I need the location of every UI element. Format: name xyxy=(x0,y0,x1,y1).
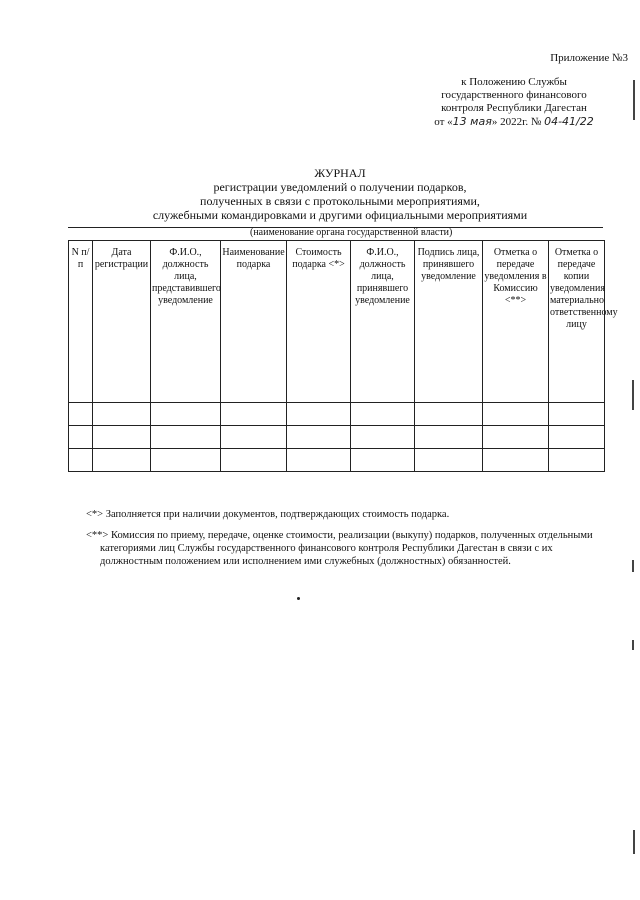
footnote-2-line-1: <**> Комиссия по приему, передаче, оценке стоимости, реализации (выкупу) подарков, полученных отдельными xyxy=(86,530,593,541)
table-cell xyxy=(351,449,415,472)
column-header: Отметка о передаче копии уведомления материально ответственному лицу xyxy=(549,241,605,403)
table-cell xyxy=(151,449,221,472)
title-line-3: служебными командировками и другими официальными мероприятиями xyxy=(152,208,528,222)
column-header: Ф.И.О., должность лица, принявшего уведомление xyxy=(351,241,415,403)
footnote-2-line-3: должностным положением или исполнением ими служебных (должностных) обязанностей. xyxy=(100,556,511,567)
scan-edge-mark xyxy=(633,830,635,854)
appendix-label: Приложение №3 xyxy=(550,52,628,64)
column-header: Ф.И.О., должность лица, представившего уведомление xyxy=(151,241,221,403)
title-line-2: полученных в связи с протокольными мероприятиями, xyxy=(200,194,480,208)
table-cell xyxy=(549,449,605,472)
regulation-line-2: государственного финансового xyxy=(441,89,587,101)
regulation-reference xyxy=(414,76,614,129)
table-row xyxy=(69,403,605,426)
table-cell xyxy=(351,403,415,426)
title-main: ЖУРНАЛ xyxy=(314,166,366,180)
footnote-2-line-2: категориями лиц Службы государственного финансового контроля Республики Дагестан в связи с их xyxy=(100,543,553,554)
table-row xyxy=(69,449,605,472)
table-cell xyxy=(221,403,287,426)
regulation-date-line xyxy=(414,115,614,129)
regulation-line-3: контроля Республики Дагестан xyxy=(441,102,587,114)
table-cell xyxy=(93,403,151,426)
column-header: Дата регистрации xyxy=(93,241,151,403)
scan-edge-mark xyxy=(632,560,634,572)
table-cell xyxy=(483,449,549,472)
table-cell xyxy=(69,449,93,472)
column-header: N п/п xyxy=(69,241,93,403)
regulation-line-1: к Положению Службы xyxy=(461,76,567,88)
scan-edge-mark xyxy=(632,640,634,650)
table-cell xyxy=(151,426,221,449)
table-cell xyxy=(483,403,549,426)
table-cell xyxy=(93,449,151,472)
table-cell xyxy=(221,449,287,472)
table-cell xyxy=(69,403,93,426)
table-cell xyxy=(287,426,351,449)
column-header: Подпись лица, принявшего уведомление xyxy=(415,241,483,403)
date-suffix: » 2022г. № xyxy=(491,116,542,128)
table-cell xyxy=(415,449,483,472)
stray-dot xyxy=(297,597,300,600)
handwritten-date: 13 мая xyxy=(452,115,492,128)
column-header: Стоимость подарка <*> xyxy=(287,241,351,403)
column-header: Наименование подарка xyxy=(221,241,287,403)
table-cell xyxy=(351,426,415,449)
date-prefix: от « xyxy=(434,116,453,128)
table-header-row xyxy=(69,241,605,403)
footnote-2 xyxy=(86,529,606,568)
table-cell xyxy=(549,403,605,426)
table-cell xyxy=(415,426,483,449)
table-cell xyxy=(69,426,93,449)
handwritten-number: 04-41/22 xyxy=(544,115,594,128)
table-cell xyxy=(287,449,351,472)
org-caption: (наименование органа государственной власти) xyxy=(250,227,453,238)
table-cell xyxy=(287,403,351,426)
table-cell xyxy=(93,426,151,449)
table-cell xyxy=(549,426,605,449)
table-cell xyxy=(415,403,483,426)
title-line-1: регистрации уведомлений о получении подарков, xyxy=(213,180,467,194)
document-title xyxy=(60,166,620,222)
scan-edge-mark xyxy=(633,80,635,120)
footnote-1: <*> Заполняется при наличии документов, подтверждающих стоимость подарка. xyxy=(86,509,450,520)
table-row xyxy=(69,426,605,449)
scan-edge-mark xyxy=(632,380,634,410)
table-cell xyxy=(483,426,549,449)
column-header: Отметка о передаче уведомления в Комиссию <**> xyxy=(483,241,549,403)
table-cell xyxy=(151,403,221,426)
table-cell xyxy=(221,426,287,449)
journal-table xyxy=(68,240,618,472)
